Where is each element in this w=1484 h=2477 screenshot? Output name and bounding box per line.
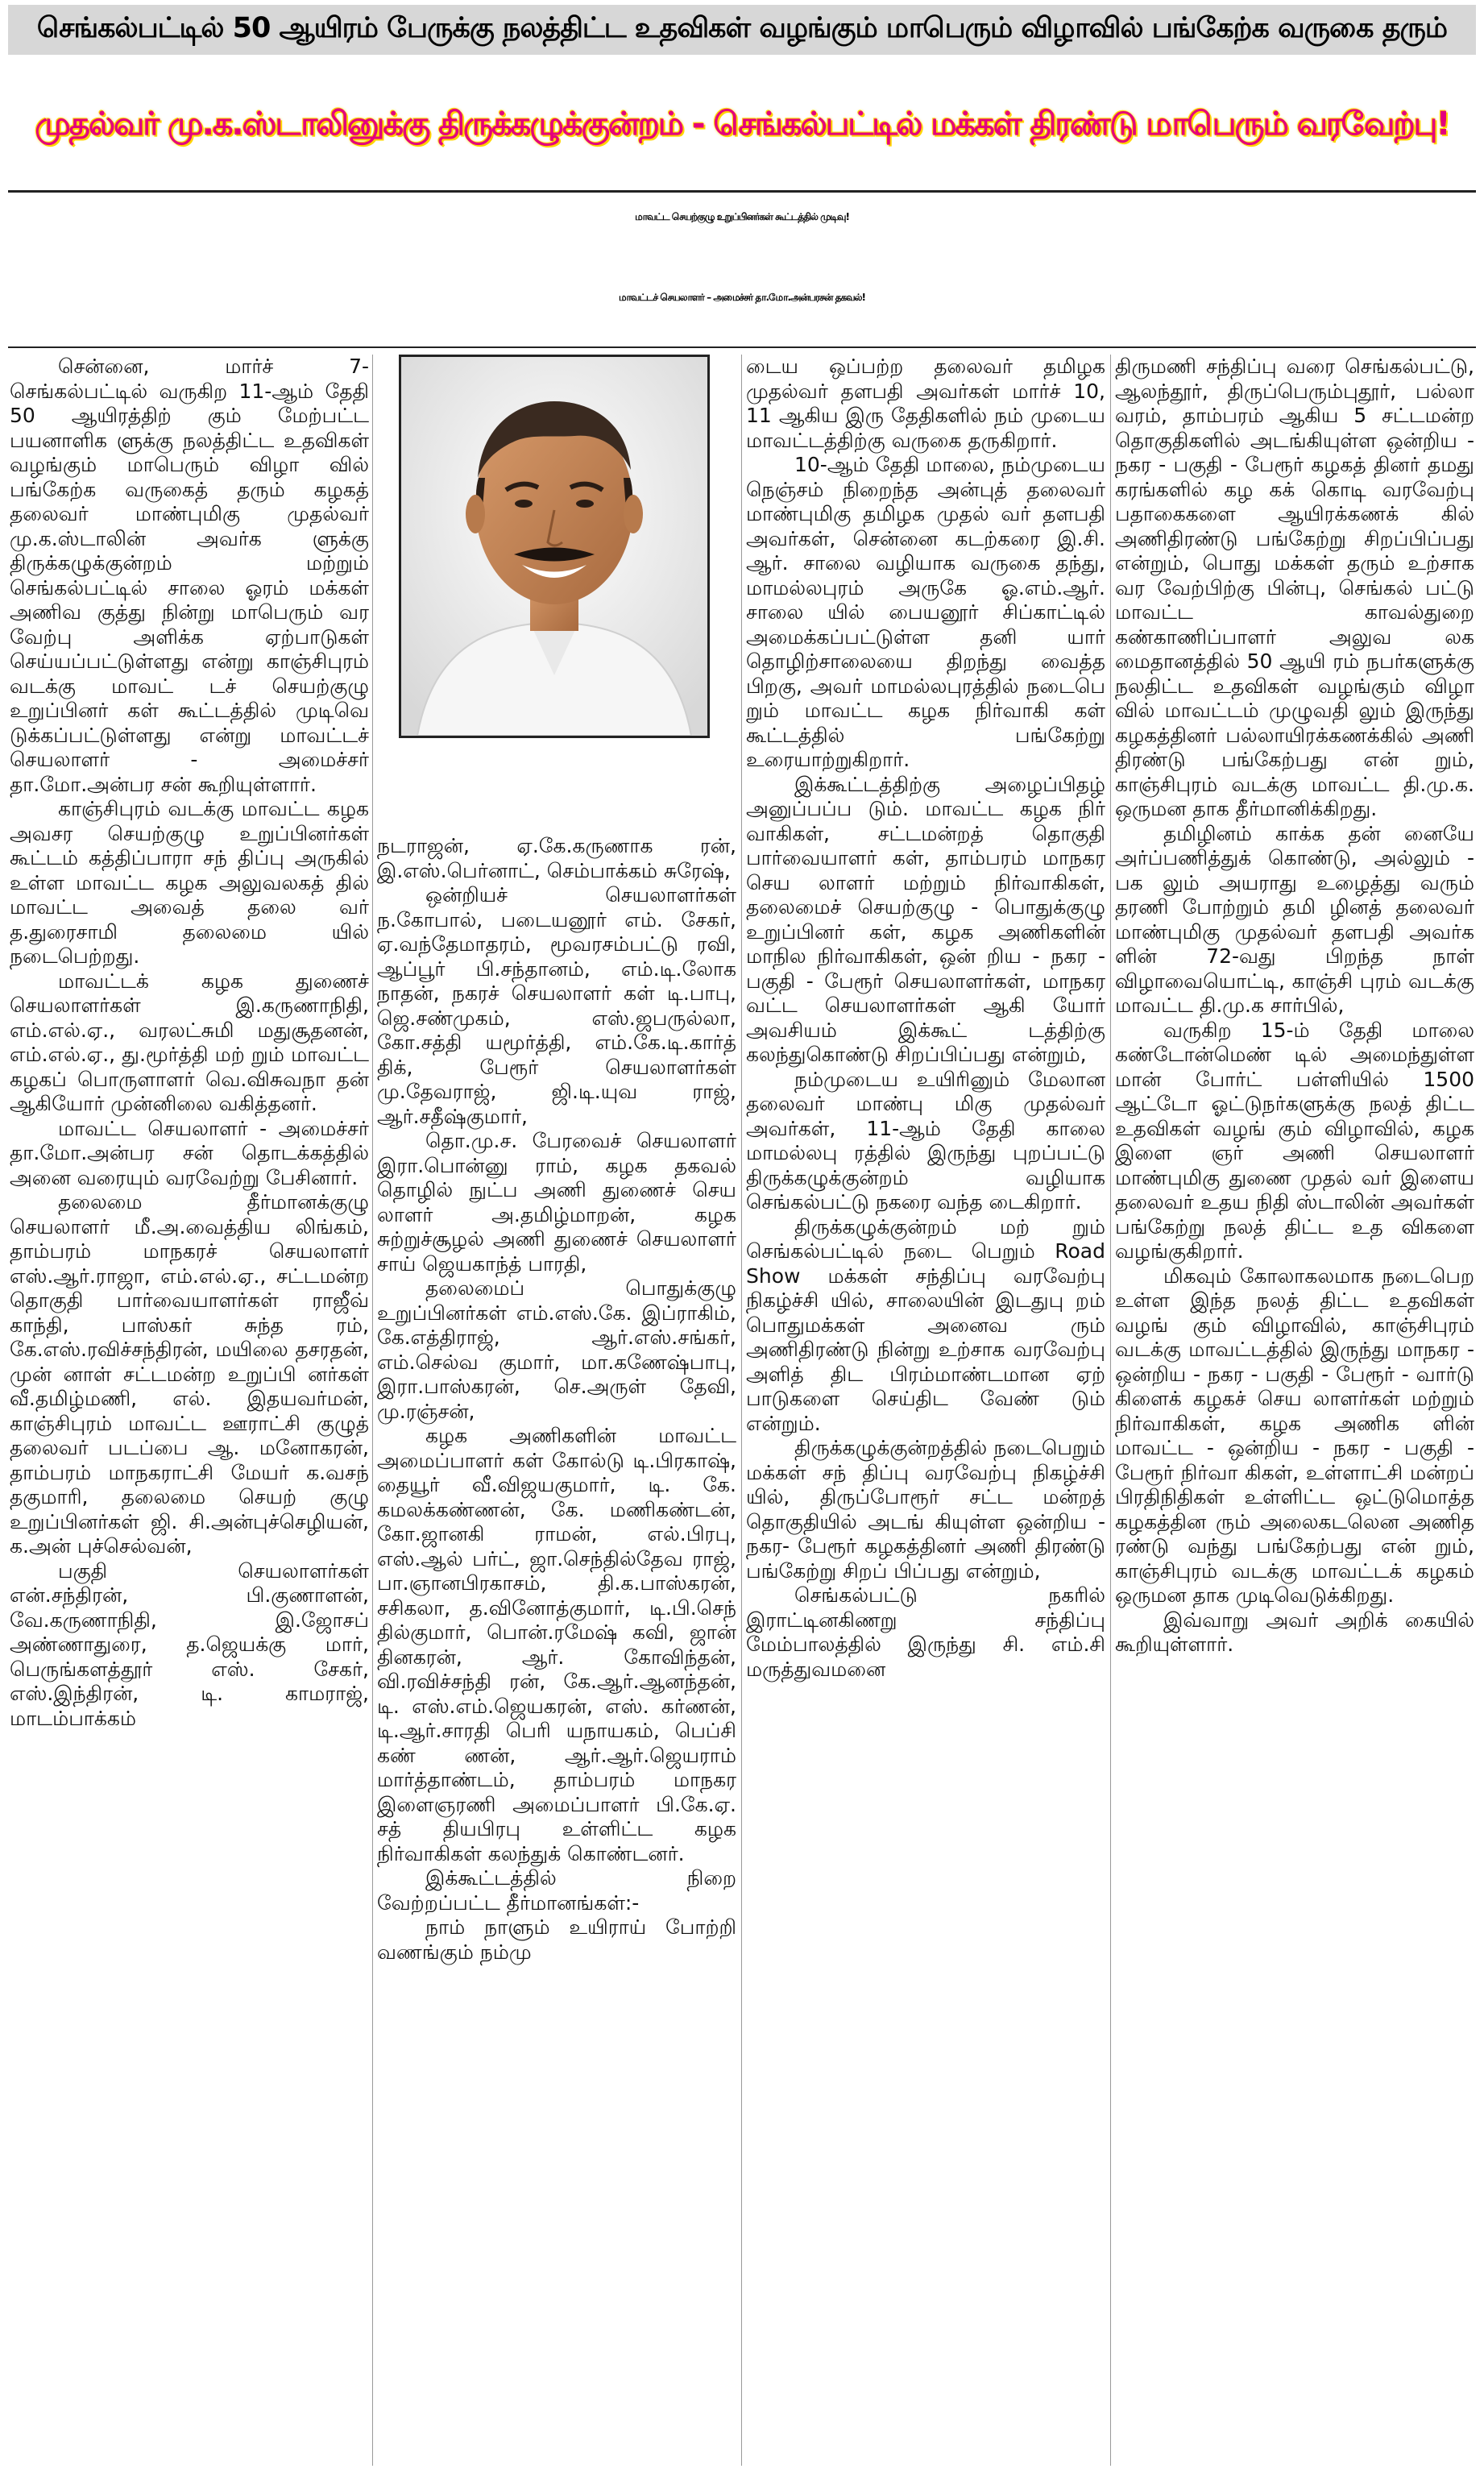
paragraph: நம்முடைய உயிரினும் மேலான தலைவர் மாண்பு மிகு முதல்வர் அவர்கள், 11-ஆம் தேதி காலை மாமல்லபு ரத்தில் இருந்து புறப்பட்டு திருக்கழுக்குன்றம் வழியாக செங்கல்பட்டு நகரை வந்த டைகிறார். <box>746 1067 1105 1214</box>
paragraph: காஞ்சிபுரம் வடக்கு மாவட்ட கழக அவசர செயற்குழு உறுப்பினர்கள் கூட்டம் கத்திப்பாரா சந் திப்பு அருகில் உள்ள மாவட்ட கழக அலுவலகத் தில் மாவட்ட அவைத் தலை வர் த.துரைசாமி தலைமை யில் நடைபெற்றது. <box>10 797 369 968</box>
article-column-3 <box>746 355 1105 1682</box>
headline-1: மாவட்ட செயற்குழு உறுப்பினர்கள் கூட்டத்தில் முடிவு! <box>635 211 849 222</box>
portrait-illustration <box>401 357 707 736</box>
paragraph: திருமணி சந்திப்பு வரை செங்கல்பட்டு, ஆலந்தூர், திருப்பெரும்புதூர், பல்லா வரம், தாம்பரம் ஆகிய 5 சட்டமன்ற தொகுதிகளில் அடங்கியுள்ள ஒன்றிய - நகர - பகுதி - பேரூர் கழகத் தினர் தமது கரங்களில் கழ கக் கொடி வரவேற்பு பதாகைகளை ஆயிரக்கணக் கில் அணிதிரண்டு பங்கேற்று சிறப்பிப்பது என்றும், பொது மக்கள் தரும் உற்சாக வர வேற்பிற்கு பின்பு, செங்கல் பட்டு மாவட்ட காவல்துறை கண்காணிப்பாளர் அலுவ லக மைதானத்தில் 50 ஆயி ரம் நபர்களுக்கு நலதிட்ட உதவிகள் வழங்கும் விழா வில் மாவட்டம் முழுவதி லும் இருந்து கழகத்தினர் பல்லாயிரக்கணக்கில் அணி திரண்டு பங்கேற்பது என் றும், காஞ்சிபுரம் வடக்கு மாவட்ட தி.மு.க. ஒருமன தாக தீர்மானிக்கிறது. <box>1115 355 1474 820</box>
paragraph: பகுதி செயலாளர்கள் என்.சந்திரன், பி.குணாளன், வே.கருணாநிதி, இ.ஜோசப் அண்ணாதுரை, த.ஜெயக்கு மார், பெருங்களத்தூர் எஸ். சேகர், எஸ்.இந்திரன், டி. காமராஜ், மாடம்பாக்கம் <box>10 1558 369 1730</box>
paragraph: இவ்வாறு அவர் அறிக் கையில் கூறியுள்ளார். <box>1115 1608 1474 1656</box>
column-divider <box>372 355 373 2466</box>
paragraph: கழக அணிகளின் மாவட்ட அமைப்பாளர் கள் கோல்டு டி.பிரகாஷ், தையூர் வீ.விஜயகுமார், டி. கே. கமலக்கண்ணன், கே. மணிகண்டன், கோ.ஜானகி ராமன், எல்.பிரபு, எஸ்.ஆல் பர்ட், ஜா.செந்தில்தேவ ராஜ், பா.ஞானபிரகாசம், தி.க.பாஸ்கரன், சசிகலா, த.வினோத்குமார், டி.பி.செந் தில்குமார், பொன்.ரமேஷ் கவி, ஜான் தினகரன், ஆர். கோவிந்தன், வி.ரவிச்சந்தி ரன், கே.ஆர்.ஆனந்தன், டி. எஸ்.எம்.ஜெயகரன், எஸ். கர்ணன், டி.ஆர்.சாரதி பெரி யநாயகம், பெப்சி கண் ணன், ஆர்.ஆர்.ஜெயராம் மார்த்தாண்டம், தாம்பரம் மாநகர இளைஞரணி அமைப்பாளர் பி.கே.ஏ. சத் தியபிரபு உள்ளிட்ட கழக நிர்வாகிகள் கலந்துக் கொண்டனர். <box>377 1424 736 1865</box>
paragraph: டைய ஒப்பற்ற தலைவர் தமிழக முதல்வர் தளபதி அவர்கள் மார்ச் 10, 11 ஆகிய இரு தேதிகளில் நம் முடைய மாவட்டத்திற்கு வருகை தருகிறார். <box>746 355 1105 452</box>
paragraph: மாவட்ட செயலாளர் - அமைச்சர் தா.மோ.அன்பர சன் தொடக்கத்தில் அனை வரையும் வரவேற்று பேசினார். <box>10 1116 369 1189</box>
divider <box>8 346 1476 348</box>
paragraph: இக்கூட்டத்தில் நிறை வேற்றப்பட்ட தீர்மானங்கள்:- <box>377 1866 736 1915</box>
paragraph: நாம் நாளும் உயிராய் போற்றி வணங்கும் நம்மு <box>377 1915 736 1964</box>
top-strip <box>8 5 1476 55</box>
article-column-1 <box>10 355 369 1731</box>
banner-text: முதல்வர் மு.க.ஸ்டாலினுக்கு திருக்கழுக்குன்றம் - செங்கல்பட்டில் மக்கள் திரண்டு மாபெரும் வரவேற்பு! <box>35 105 1449 143</box>
divider <box>8 190 1476 193</box>
minister-portrait <box>399 355 710 738</box>
article-column-2 <box>377 834 736 1965</box>
paragraph: ஒன்றியச் செயலாளர்கள் ந.கோபால், படையனூர் எம். சேகர், ஏ.வந்தேமாதரம், மூவரசம்பட்டு ரவி, ஆப்பூர் பி.சந்தானம், எம்.டி.லோக நாதன், நகரச் செயலாளர் கள் டி.பாபு, ஜெ.சண்முகம், எஸ்.ஜபருல்லா, கோ.சத்தி யமூர்த்தி, எம்.கே.டி.கார்த் திக், பேரூர் செயலாளர்கள் மு.தேவராஜ், ஜி.டி.யுவ ராஜ், ஆர்.சதீஷ்குமார், <box>377 883 736 1128</box>
paragraph: மிகவும் கோலாகலமாக நடைபெற உள்ள இந்த நலத் திட்ட உதவிகள் வழங் கும் விழாவில், காஞ்சிபுரம் வடக்கு மாவட்டத்தில் இருந்து மாநகர - ஒன்றிய - நகர - பகுதி - பேரூர் - வார்டு கிளைக் கழகச் செய லாளர்கள் மற்றும் நிர்வாகிகள், கழக அணிக ளின் மாவட்ட - ஒன்றிய - நகர - பகுதி - பேரூர் நிர்வா கிகள், உள்ளாட்சி மன்றப் பிரதிநிதிகள் உள்ளிட்ட ஒட்டுமொத்த கழகத்தின ரும் அலைகடலென அணித ரண்டு வந்து பங்கேற்பது என் றும், காஞ்சிபுரம் வடக்கு மாவட்டக் கழகம் ஒருமன தாக முடிவெடுக்கிறது. <box>1115 1263 1474 1607</box>
top-strip-text: செங்கல்பட்டில் 50 ஆயிரம் பேருக்கு நலத்திட்ட உதவிகள் வழங்கும் மாபெரும் விழாவில் பங்கேற்க வருகை தரும் <box>36 12 1448 44</box>
paragraph: தலைமை தீர்மானக்குழு செயலாளர் மீ.அ.வைத்திய லிங்கம், தாம்பரம் மாநகரச் செயலாளர் எஸ்.ஆர்.ராஜா, எம்.எல்.ஏ., சட்டமன்ற தொகுதி பார்வையாளர்கள் ராஜீவ் காந்தி, பாஸ்கர் சுந்த ரம், கே.எஸ்.ரவிச்சந்திரன், மயிலை தசரதன், முன் னாள் சட்டமன்ற உறுப்பி னர்கள் வீ.தமிழ்மணி, எல். இதயவர்மன், காஞ்சிபுரம் மாவட்ட ஊராட்சி குழுத் தலைவர் படப்பை ஆ. மனோகரன், தாம்பரம் மாநகராட்சி மேயர் க.வசந் தகுமாரி, தலைமை செயற் குழு உறுப்பினர்கள் ஜி. சி.அன்புச்செழியன், க.அன் புச்செல்வன், <box>10 1190 369 1558</box>
paragraph: திருக்கழுக்குன்றத்தில் நடைபெறும் மக்கள் சந் திப்பு வரவேற்பு நிகழ்ச்சி யில், திருப்போரூர் சட்ட மன்றத் தொகுதியில் அடங் கியுள்ள ஒன்றிய - நகர- பேரூர் கழகத்தினர் அணி திரண்டு பங்கேற்று சிறப் பிப்பது என்றும், <box>746 1436 1105 1583</box>
banner-headline <box>8 77 1476 174</box>
paragraph: செங்கல்பட்டு நகரில் இராட்டினகிணறு சந்திப்பு மேம்பாலத்தில் இருந்து சி. எம்.சி மருத்துவமனை <box>746 1583 1105 1681</box>
column-divider <box>1110 355 1111 2466</box>
paragraph: திருக்கழுக்குன்றம் மற் றும் செங்கல்பட்டில் நடை பெறும் Road Show மக்கள் சந்திப்பு வரவேற்பு நிகழ்ச்சி யில், சாலையின் இடதுபு றம் பொதுமக்கள் அனைவ ரும் அணிதிரண்டு நின்று உற்சாக வரவேற்பு அளித் திட பிரம்மாண்டமான ஏற் பாடுகளை செய்திட வேண் டும் என்றும். <box>746 1214 1105 1435</box>
paragraph: இக்கூட்டத்திற்கு அழைப்பிதழ் அனுப்பப்ப டும். மாவட்ட கழக நிர் வாகிகள், சட்டமன்றத் தொகுதி பார்வையாளர் கள், தாம்பரம் மாநகர செய லாளர் மற்றும் நிர்வாகிகள், தலைமைச் செயற்குழு - பொதுக்குழு உறுப்பினர் கள், கழக அணிகளின் மாநில நிர்வாகிகள், ஒன் றிய - நகர - பகுதி - பேரூர் செயலாளர்கள், மாநகர வட்ட செயலாளர்கள் ஆகி யோர் அவசியம் இக்கூட் டத்திற்கு கலந்துகொண்டு சிறப்பிப்பது என்றும், <box>746 772 1105 1066</box>
column-divider <box>741 355 742 2466</box>
paragraph: வருகிற 15-ம் தேதி மாலை கண்டோன்மெண் டில் அமைந்துள்ள மான் போர்ட் பள்ளியில் 1500 ஆட்டோ ஓட்டுநர்களுக்கு நலத் திட்ட உதவிகள் வழங் கும் விழாவில், கழக இளை ஞர் அணி செயலாளர் மாண்புமிகு துணை முதல் வர் இளைய தலைவர் உதய நிதி ஸ்டாலின் அவர்கள் பங்கேற்று நலத் திட்ட உத விகளை வழங்குகிறார். <box>1115 1018 1474 1263</box>
article-column-4 <box>1115 355 1474 1658</box>
paragraph: தலைமைப் பொதுக்குழு உறுப்பினர்கள் எம்.எஸ்.கே. இப்ராகிம், கே.எத்திராஜ், ஆர்.எஸ்.சங்கர், எம்.செல்வ குமார், மா.கணேஷ்பாபு, இரா.பாஸ்கரன், செ.அருள் தேவி, மு.ரஞ்சன், <box>377 1276 736 1423</box>
paragraph: 10-ஆம் தேதி மாலை, நம்முடைய நெஞ்சம் நிறைந்த அன்புத் தலைவர் மாண்புமிகு தமிழக முதல் வர் தளபதி அவர்கள், சென்னை கடற்கரை இ.சி. ஆர். சாலை வழியாக வருகை தந்து, மாமல்லபுரம் அருகே ஓ.எம்.ஆர். சாலை யில் பையனூர் சிப்காட்டில் அமைக்கப்பட்டுள்ள தனி யார் தொழிற்சாலையை திறந்து வைத்த பிறகு, அவர் மாமல்லபுரத்தில் நடைபெ றும் மாவட்ட கழக நிர்வாகி கள் கூட்டத்தில் பங்கேற்று உரையாற்றுகிறார். <box>746 453 1105 771</box>
paragraph: சென்னை, மார்ச் 7- செங்கல்பட்டில் வருகிற 11-ஆம் தேதி 50 ஆயிரத்திற் கும் மேற்பட்ட பயனாளிக ளுக்கு நலத்திட்ட உதவிகள் வழங்கும் மாபெரும் விழா வில் பங்கேற்க வருகைத் தரும் கழகத் தலைவர் மாண்புமிகு முதல்வர் மு.க.ஸ்டாலின் அவர்க ளுக்கு திருக்கழுக்குன்றம் மற்றும் செங்கல்பட்டில் சாலை ஓரம் மக்கள் அணிவ குத்து நின்று மாபெரும் வர வேற்பு அளிக்க ஏற்பாடுகள் செய்யப்பட்டுள்ளது என்று காஞ்சிபுரம் வடக்கு மாவட் டச் செயற்குழு உறுப்பினர் கள் கூட்டத்தில் முடிவெ டுக்கப்பட்டுள்ளது என்று மாவட்டச் செயலாளர் - அமைச்சர் தா.மோ.அன்பர சன் கூறியுள்ளார். <box>10 355 369 796</box>
paragraph: நடராஜன், ஏ.கே.கருணாக ரன், இ.எஸ்.பெர்னாட், செம்பாக்கம் சுரேஷ், <box>377 834 736 882</box>
headline-2: மாவட்டச் செயலாளர் – அமைச்சர் தா.மோ.அன்பரசன் தகவல்! <box>619 292 865 303</box>
paragraph: மாவட்டக் கழக துணைச் செயலாளர்கள் இ.கருணாநிதி, எம்.எல்.ஏ., வரலட்சுமி மதுசூதனன், எம்.எல்.ஏ., து.மூர்த்தி மற் றும் மாவட்ட கழகப் பொருளாளர் வெ.விசுவநா தன் ஆகியோர் முன்னிலை வகித்தனர். <box>10 969 369 1115</box>
paragraph: தொ.மு.ச. பேரவைச் செயலாளர் இரா.பொன்னு ராம், கழக தகவல் தொழில் நுட்ப அணி துணைச் செய லாளர் அ.தமிழ்மாறன், கழக சுற்றுச்சூழல் அணி துணைச் செயலாளர் சாய் ஜெயகாந்த் பாரதி, <box>377 1129 736 1276</box>
paragraph: தமிழினம் காக்க தன் னையே அர்ப்பணித்துக் கொண்டு, அல்லும் - பக லும் அயராது உழைத்து வரும் தரணி போற்றும் தமி ழினத் தலைவர் மாண்புமிகு முதல்வர் தளபதி அவர்க ளின் 72-வது பிறந்த நாள் விழாவையொட்டி, காஞ்சி புரம் வடக்கு மாவட்ட தி.மு.க சார்பில், <box>1115 821 1474 1017</box>
